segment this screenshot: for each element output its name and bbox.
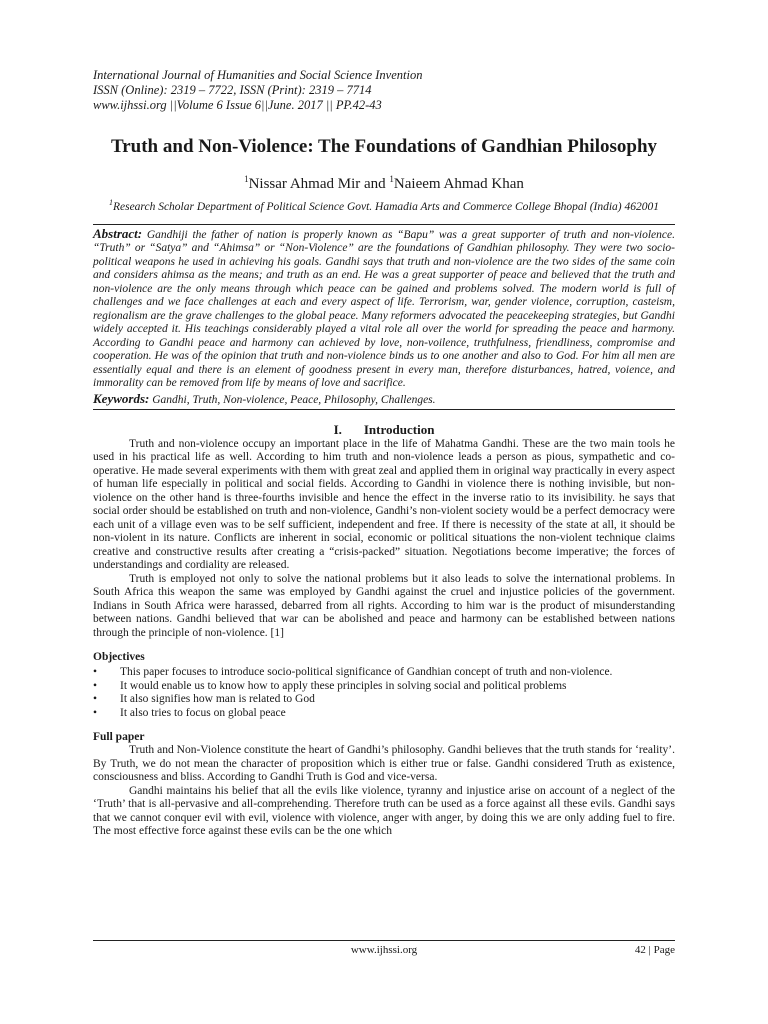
affiliation-text: Research Scholar Department of Political Science Govt. Hamadia Arts and Commerce College Bhopal (India) 462001	[112, 200, 660, 213]
list-item: • It also tries to focus on global peace	[93, 706, 286, 719]
bullet-icon: •	[93, 693, 98, 706]
footer-divider	[93, 940, 675, 941]
journal-header	[93, 68, 675, 113]
fullpaper-heading: Full paper	[93, 731, 145, 744]
author2-name: Naieem Ahmad Khan	[393, 176, 524, 192]
section-heading-introduction	[93, 422, 675, 438]
authors	[93, 170, 675, 193]
objectives-heading: Objectives	[93, 651, 145, 664]
footer-website: www.ijhssi.org	[350, 944, 418, 956]
affiliation-mark: 1	[108, 198, 113, 207]
bullet-icon: •	[93, 666, 98, 679]
intro-paragraph-2: Truth is employed not only to solve the national problems but it also leads to solve the international problems. In South Africa this weapon the same was employed by Gandhi against the cruel and injustice policies of the government. Indians in South Africa were harassed, debarred from all rights. According to him war is the product of misunderstanding between nations. Gandhi believed that war can be abolished and peace and harmony can be established between nations through the principle of non-violence. [1]	[93, 572, 675, 639]
journal-issn: ISSN (Online): 2319 – 7722, ISSN (Print): 2319 – 7714	[93, 83, 372, 97]
keywords-text: Gandhi, Truth, Non-violence, Peace, Philosophy, Challenges.	[149, 393, 436, 406]
abstract-label: Abstract:	[93, 225, 143, 241]
bullet-icon: •	[93, 706, 98, 719]
section-number: I.	[333, 421, 342, 437]
journal-volume: www.ijhssi.org ||Volume 6 Issue 6||June. 2017 || PP.42-43	[93, 98, 382, 112]
bullet-icon: •	[93, 679, 98, 692]
fullpaper-paragraph-2: Gandhi maintains his belief that all the evils like violence, tyranny and injustice arise on account of a neglect of the ‘Truth’ that is all-pervasive and all-comprehending. Therefore truth can be used as a force against all these evils. Gandhi says that we cannot conquer evil with evil, violence with violence, anger with anger, by doing this we are only adding fuel to fire. The most effective force against these evils can be the one which	[93, 784, 675, 838]
affiliation	[93, 196, 675, 214]
author1-affil-mark: 1	[244, 174, 249, 184]
intro-paragraph-1: Truth and non-violence occupy an important place in the life of Mahatma Gandhi. These are the two main tools he used in his practical life as well. According to him truth and non-violence leads a person as pious, sympathetic and co-operative. He made several experiments with them with great zeal and applied them in original way practically in every aspect of human life especially in political and social fields. According to Gandhi in violence there is nothing invisible, but non-violence on the other hand is three-fourths invisible and hence the effect in the inverse ratio to its invisibility. he says that social order should be established on truth and non-violence, Gandhi’s non-violent society would be a perfect democracy were each unit of a village even was to be self sufficient, independent and free. If there is necessity of the state at all, it should be non-violent in its nature. Conflicts are inherent in social, economic or political situations the non-violent technique claims creative and constructive results after creating a “crisis-packed” situation. Negotiations become imperative; the forces of understandings and cordiality are released.	[93, 437, 675, 572]
paper-title: Truth and Non-Violence: The Foundations of Gandhian Philosophy	[110, 136, 658, 157]
abstract	[93, 227, 675, 391]
abstract-section	[93, 224, 675, 410]
abstract-text: Gandhiji the father of nation is properly known as “Bapu” was a great supporter of truth and non-violence. “Truth” or “Satya” and “Ahimsa” or “Non-Violence” are the foundations of Gandhian philosophy. They were two socio-political weapons he used in achieving his goals. Gandhi says that truth and non-violence are the two sides of the same coin and considers ahimsa as the means; and truth as an end. He was a great supporter of peace and believed that the truth and non-violence are the only means through which peace can be gained and problems solved. The modern world is full of challenges and we face challenges at each and every aspect of life. Terrorism, war, gender violence, corruption, casteism, regionalism are the grave challenges to the global peace. Many reformers advocated the peacekeeping strategies, but Gandhi widely accepted it. His teachings considerably played a vital role all over the world for spreading the peace and harmony. According to Gandhi peace and harmony can achieved by love, non-voilence, truthfulness, friendliness, compromise and cooperation. He was of the opinion that truth and non-violence binds us to one another and also to God. For him all men are essentially equal and there is an element of goodness present in every man, therefore disturbances, hatred, voience, and immorality can be removed from life by means of love and sacrifice.	[93, 228, 675, 390]
list-item: • It would enable us to know how to apply these principles in solving social and political problems	[93, 679, 567, 692]
paper-page	[93, 68, 675, 839]
list-item: • This paper focuses to introduce socio-political significance of Gandhian concept of truth and non-violence.	[93, 666, 613, 679]
footer-page-number: 42 | Page	[634, 944, 675, 956]
objectives-list	[93, 666, 675, 720]
author1-name: Nissar Ahmad Mir and	[248, 176, 390, 192]
journal-name: International Journal of Humanities and Social Science Invention	[93, 68, 423, 82]
author2-affil-mark: 1	[389, 174, 394, 184]
fullpaper-paragraph-1: Truth and Non-Violence constitute the heart of Gandhi’s philosophy. Gandhi believes that the truth stands for ‘reality’. By Truth, we do not mean the character of proposition which is either true or false. Gandhi considered Truth as existence, consciousness and bliss. According to Gandhi Truth is God and vice-versa.	[93, 744, 675, 784]
keywords	[93, 392, 675, 407]
keywords-label: Keywords:	[93, 390, 150, 406]
section-title: Introduction	[363, 421, 435, 437]
list-item: • It also signifies how man is related to God	[93, 693, 315, 706]
